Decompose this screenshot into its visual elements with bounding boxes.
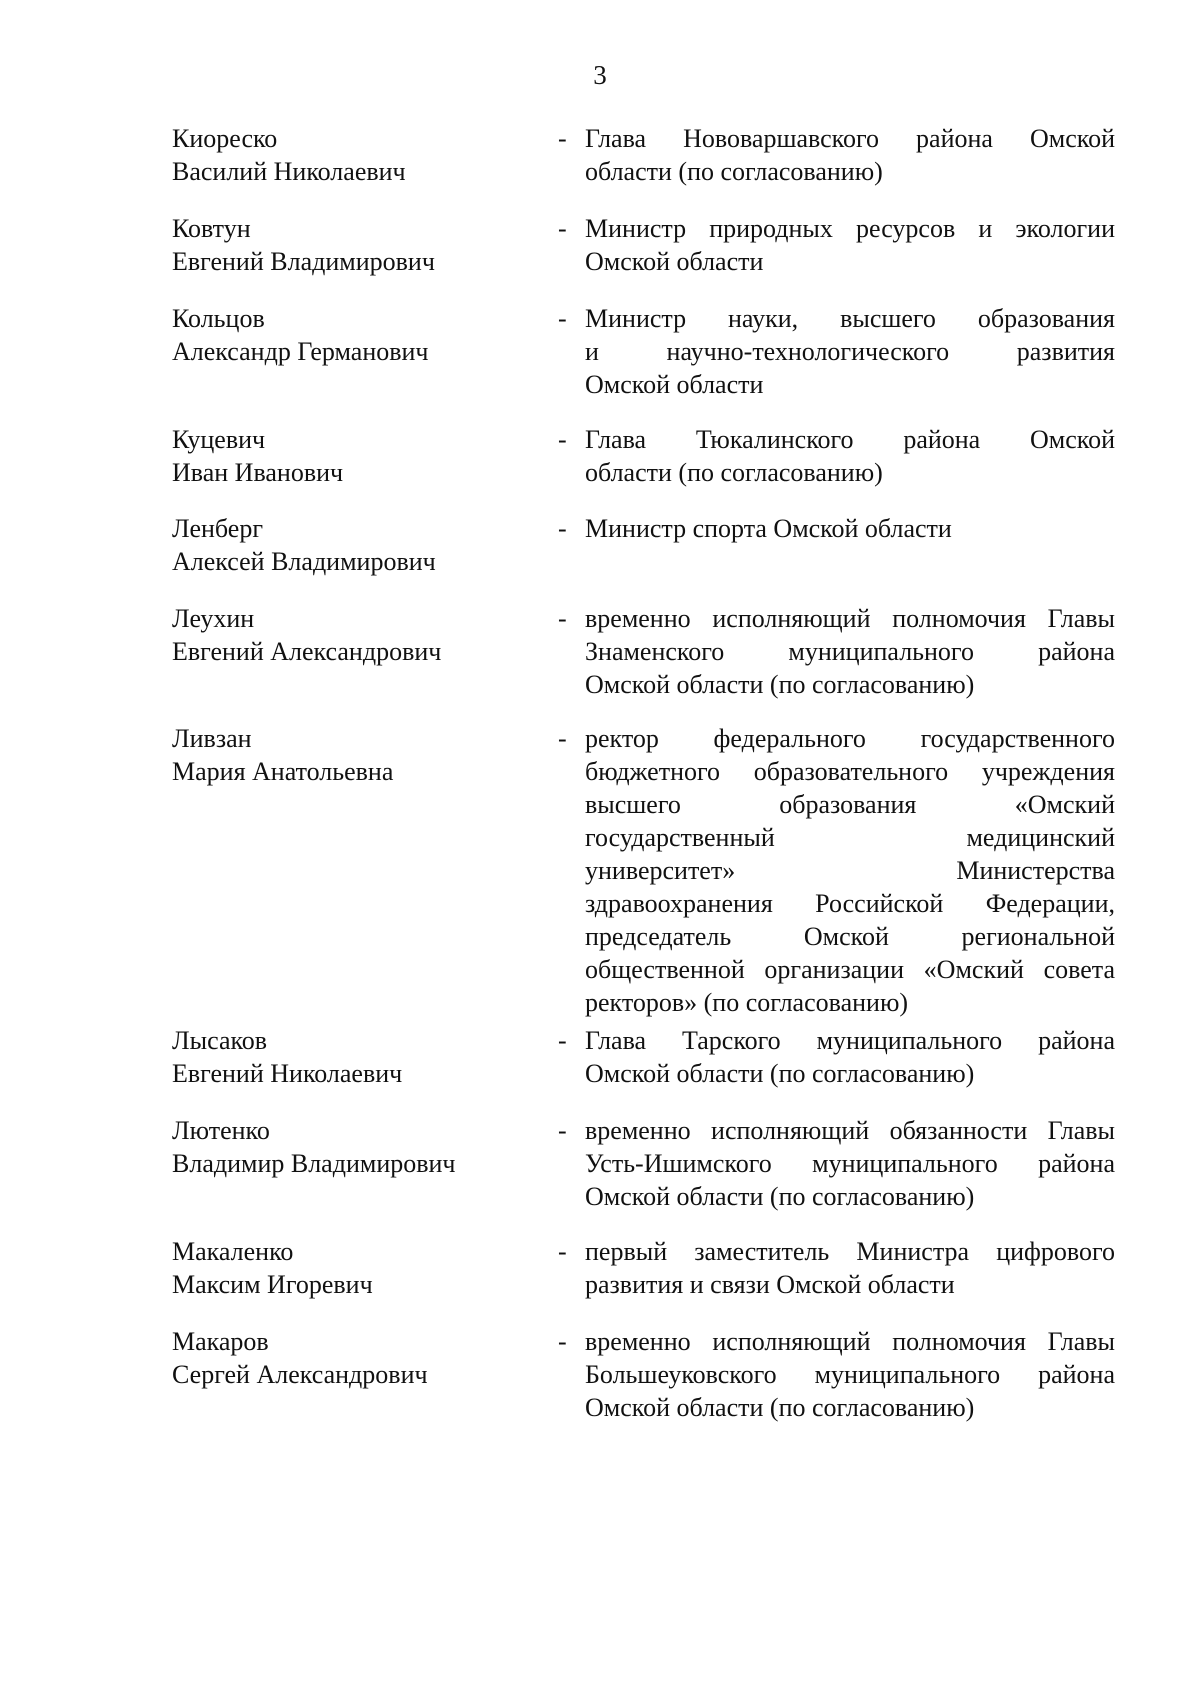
dash-separator: -	[558, 724, 567, 753]
position-line: университет» Министерства	[585, 856, 1115, 885]
position-line: Омской области (по согласованию)	[585, 1393, 975, 1422]
member-name	[172, 302, 532, 368]
member-surname: Ливзан	[172, 724, 252, 753]
member-name	[172, 602, 532, 668]
position-line: Омской области (по согласованию)	[585, 1059, 975, 1088]
member-position	[585, 212, 1115, 278]
member-given-name: Алексей Владимирович	[172, 547, 436, 576]
position-line: временно исполняющий полномочия Главы	[585, 1327, 1115, 1356]
position-line: бюджетного образовательного учреждения	[585, 757, 1115, 786]
member-given-name: Евгений Александрович	[172, 637, 442, 666]
position-line: Омской области	[585, 247, 764, 276]
member-name	[172, 722, 532, 788]
position-line: Омской области (по согласованию)	[585, 1182, 975, 1211]
position-line: общественной организации «Омский совета	[585, 955, 1115, 984]
member-surname: Ковтун	[172, 214, 251, 243]
dash-separator: -	[558, 1116, 567, 1145]
member-surname: Киореско	[172, 124, 278, 153]
member-given-name: Максим Игоревич	[172, 1270, 373, 1299]
position-line: Глава Тарского муниципального района	[585, 1026, 1115, 1055]
member-name	[172, 1024, 532, 1090]
member-surname: Лютенко	[172, 1116, 270, 1145]
position-line: Глава Тюкалинского района Омской	[585, 425, 1115, 454]
position-line: Омской области	[585, 370, 764, 399]
position-line: области (по согласованию)	[585, 157, 883, 186]
dash-separator: -	[558, 1237, 567, 1266]
position-line: Знаменского муниципального района	[585, 637, 1115, 666]
position-line: ректоров» (по согласованию)	[585, 988, 909, 1017]
dash-separator: -	[558, 1327, 567, 1356]
dash-separator: -	[558, 1026, 567, 1055]
member-name	[172, 512, 532, 578]
member-surname: Макаров	[172, 1327, 269, 1356]
dash-separator: -	[558, 304, 567, 333]
position-line: высшего образования «Омский	[585, 790, 1115, 819]
member-position	[585, 1114, 1115, 1213]
member-name	[172, 122, 532, 188]
position-line: временно исполняющий обязанности Главы	[585, 1116, 1115, 1145]
dash-separator: -	[558, 124, 567, 153]
member-given-name: Мария Анатольевна	[172, 757, 394, 786]
member-given-name: Василий Николаевич	[172, 157, 406, 186]
position-line: Министр науки, высшего образования	[585, 304, 1115, 333]
position-line: ректор федерального государственного	[585, 724, 1115, 753]
position-line: здравоохранения Российской Федерации,	[585, 889, 1115, 918]
member-surname: Кольцов	[172, 304, 265, 333]
position-line: и научно-технологического развития	[585, 337, 1115, 366]
position-line: Большеуковского муниципального района	[585, 1360, 1115, 1389]
member-given-name: Владимир Владимирович	[172, 1149, 456, 1178]
position-line: первый заместитель Министра цифрового	[585, 1237, 1115, 1266]
position-line: Усть-Ишимского муниципального района	[585, 1149, 1115, 1178]
member-position	[585, 122, 1115, 188]
member-position	[585, 1325, 1115, 1424]
position-line: временно исполняющий полномочия Главы	[585, 604, 1115, 633]
dash-separator: -	[558, 425, 567, 454]
member-name	[172, 212, 532, 278]
dash-separator: -	[558, 604, 567, 633]
member-position	[585, 1024, 1115, 1090]
position-line: Омской области (по согласованию)	[585, 670, 975, 699]
member-position	[585, 1235, 1115, 1301]
member-position	[585, 602, 1115, 701]
member-position	[585, 722, 1115, 1019]
member-name	[172, 1325, 532, 1391]
member-surname: Леухин	[172, 604, 255, 633]
member-given-name: Александр Германович	[172, 337, 429, 366]
member-name	[172, 1114, 532, 1180]
dash-separator: -	[558, 514, 567, 543]
member-position	[585, 302, 1115, 401]
member-surname: Ленберг	[172, 514, 263, 543]
member-given-name: Сергей Александрович	[172, 1360, 428, 1389]
member-given-name: Иван Иванович	[172, 458, 344, 487]
member-given-name: Евгений Николаевич	[172, 1059, 403, 1088]
member-position	[585, 512, 1115, 545]
dash-separator: -	[558, 214, 567, 243]
position-line: государственный медицинский	[585, 823, 1115, 852]
member-surname: Лысаков	[172, 1026, 268, 1055]
member-name	[172, 1235, 532, 1301]
position-line: председатель Омской региональной	[585, 922, 1115, 951]
page-number: 3	[593, 60, 607, 90]
position-line: области (по согласованию)	[585, 458, 883, 487]
position-line: Министр спорта Омской области	[585, 514, 952, 543]
member-name	[172, 423, 532, 489]
position-line: Министр природных ресурсов и экологии	[585, 214, 1115, 243]
position-line: Глава Нововаршавского района Омской	[585, 124, 1115, 153]
member-surname: Куцевич	[172, 425, 266, 454]
member-given-name: Евгений Владимирович	[172, 247, 435, 276]
position-line: развития и связи Омской области	[585, 1270, 955, 1299]
member-surname: Макаленко	[172, 1237, 294, 1266]
member-position	[585, 423, 1115, 489]
